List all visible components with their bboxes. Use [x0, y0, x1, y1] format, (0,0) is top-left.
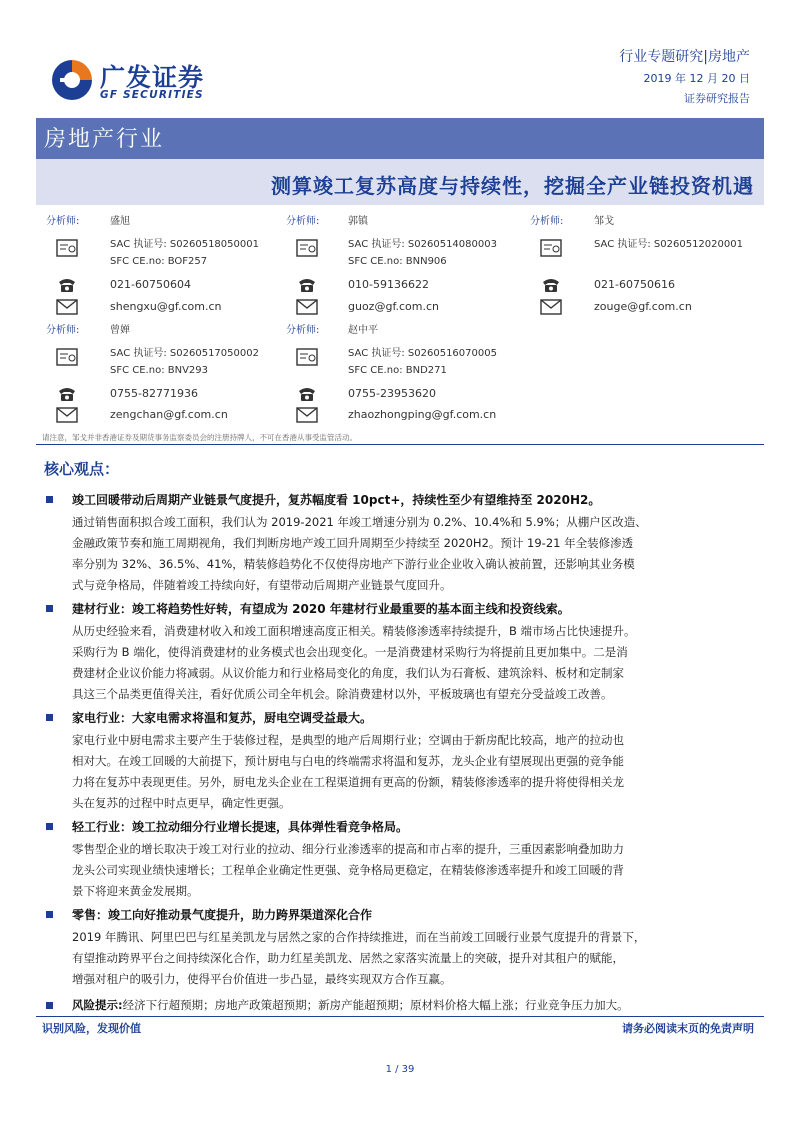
point-line: 式与竞争格局，伴随着竣工持续向好，有望带动后周期产业链景气度回升。 [72, 578, 452, 592]
point-line: 率分别为 32%、36.5%、41%，精装修趋势化不仅使得房地产下游行业企业收入确认被前置，还影响其业务模 [72, 557, 635, 571]
analyst-name: 邹戈 [594, 216, 614, 227]
report-kind: 证券研究报告 [684, 92, 750, 105]
point-body [72, 512, 752, 596]
analyst-name: 赵中平 [348, 325, 378, 336]
point-heading: 竣工回暖带动后周期产业链景气度提升，复苏幅度看 10pct+，持续性至少有望维持至 2020H2。 [72, 493, 601, 507]
phone-icon [296, 276, 318, 294]
point-line: 相对大。在竣工回暖的大前提下，预计厨电与白电的终端需求将温和复苏，龙头企业有望展现出更强的竞争能 [72, 754, 624, 768]
bullet-icon [46, 911, 53, 918]
footer-disclaimer-link[interactable]: 请务必阅读末页的免责声明 [622, 1022, 754, 1035]
point-line: 景下将迎来黄金发展期。 [72, 884, 199, 898]
point-line: 力将在复苏中表现更佳。另外，厨电龙头企业在工程渠道拥有更高的份额，精装修渗透率的提升将使得相关龙 [72, 775, 624, 789]
bullet-icon [46, 605, 53, 612]
analyst-label: 分析师: [46, 216, 80, 227]
point-line: 头在复苏的过程中时点更早，确定性更强。 [72, 796, 291, 810]
bullet-icon [46, 1002, 53, 1009]
phone-icon [56, 385, 78, 403]
analyst-email[interactable]: guoz@gf.com.cn [348, 300, 440, 313]
report-headline: 测算竣工复苏高度与持续性，挖掘全产业链投资机遇 [271, 174, 754, 198]
certificate-icon [540, 239, 562, 257]
analyst-sfc: SFC CE.no: BND271 [348, 365, 447, 376]
point-line: 增强对租户的吸引力，使得平台价值进一步凸显，最终实现双方合作互赢。 [72, 972, 452, 986]
point-line: 2019 年腾讯、阿里巴巴与红星美凯龙与居然之家的合作持续推进，而在当前竣工回暖行业景气度提升的背景下， [72, 930, 646, 944]
analyst-email[interactable]: zhaozhongping@gf.com.cn [348, 408, 497, 421]
analyst-email[interactable]: zengchan@gf.com.cn [110, 408, 228, 421]
mail-icon [56, 406, 78, 424]
analyst-sfc: SFC CE.no: BNV293 [110, 365, 209, 376]
phone-icon [56, 276, 78, 294]
analyst-phone: 021-60750604 [110, 278, 191, 291]
certificate-icon [296, 239, 318, 257]
point-heading: 建材行业：竣工将趋势性好转，有望成为 2020 年建材行业最重要的基本面主线和投资线索。 [72, 602, 570, 616]
analyst-sac: SAC 执证号: S0260516070005 [348, 348, 497, 359]
analyst-phone: 010-59136622 [348, 278, 429, 291]
logo-name-cn: 广发证券 [100, 63, 205, 92]
point-line: 费建材企业议价能力将减弱。从议价能力和行业格局变化的角度，我们认为石膏板、建筑涂料、板材和定制家 [72, 666, 624, 680]
point-line: 龙头公司实现业绩快速增长；工程单企业确定性更强、竞争格局更稳定，在精装修渗透率提升和竣工回暖的背 [72, 863, 624, 877]
point-body [72, 927, 752, 990]
point-line: 具这三个品类更值得关注，看好优质公司全年机会。除消费建材以外，平板玻璃也有望充分受益竣工改善。 [72, 687, 613, 701]
phone-icon [296, 385, 318, 403]
mail-icon [296, 406, 318, 424]
risk-label: 风险提示: [72, 998, 123, 1012]
point-body [72, 839, 752, 902]
industry-title: 房地产行业 [44, 127, 165, 152]
certificate-icon [56, 239, 78, 257]
analyst-sac: SAC 执证号: S0260517050002 [110, 348, 259, 359]
bullet-icon [46, 714, 53, 721]
point-line: 通过销售面积拟合竣工面积，我们认为 2019-2021 年竣工增速分别为 0.2%、10.4%和 5.9%；从棚户区改造、 [72, 515, 647, 529]
core-title: 核心观点： [44, 460, 120, 478]
page-number: 1 / 39 [385, 1064, 415, 1075]
mail-icon [296, 298, 318, 316]
point-line: 从历史经验来看，消费建材收入和竣工面积增速高度正相关。精装修渗透率持续提升，B 端市场占比快速提升。 [72, 624, 636, 638]
analyst-sac: SAC 执证号: S0260518050001 [110, 239, 259, 250]
mail-icon [56, 298, 78, 316]
analyst-phone: 0755-23953620 [348, 387, 436, 400]
point-body [72, 730, 752, 814]
bullet-icon [46, 823, 53, 830]
analyst-sac: SAC 执证号: S0260514080003 [348, 239, 497, 250]
analyst-sfc: SFC CE.no: BNN906 [348, 256, 447, 267]
risk-warning [72, 997, 629, 1013]
analyst-phone: 0755-82771936 [110, 387, 198, 400]
report-date: 2019 年 12 月 20 日 [643, 72, 750, 85]
analyst-phone: 021-60750616 [594, 278, 675, 291]
bullet-icon [46, 496, 53, 503]
point-line: 有望推动跨界平台之间持续深化合作，助力红星美凯龙、居然之家落实流量上的突破，提升对其租户的赋能， [72, 951, 624, 965]
point-heading: 家电行业：大家电需求将温和复苏，厨电空调受益最大。 [72, 711, 373, 725]
certificate-icon [56, 348, 78, 366]
footer-slogan: 识别风险，发现价值 [42, 1022, 141, 1035]
analyst-label: 分析师: [530, 216, 564, 227]
analyst-sfc: SFC CE.no: BOF257 [110, 256, 208, 267]
point-line: 零售型企业的增长取决于竣工对行业的拉动、细分行业渗透率的提高和市占率的提升，三重因素影响叠加助力 [72, 842, 624, 856]
analyst-label: 分析师: [286, 216, 320, 227]
analyst-name: 曾婵 [110, 325, 130, 336]
gf-logo-mark-icon [50, 58, 94, 102]
divider [36, 444, 764, 445]
analyst-label: 分析师: [46, 325, 80, 336]
analyst-name: 郭镇 [348, 216, 368, 227]
risk-text: 经济下行超预期；房地产政策超预期；新房产能超预期；原材料价格大幅上涨；行业竞争压力加大。 [122, 998, 629, 1012]
logo-name-en: GF SECURITIES [100, 89, 204, 101]
point-line: 金融政策节奏和施工周期视角，我们判断房地产竣工回升周期至少持续至 2020H2。预计 19-21 年全装修渗透 [72, 536, 634, 550]
report-type: 行业专题研究|房地产 [619, 49, 750, 65]
certificate-icon [296, 348, 318, 366]
point-body [72, 621, 752, 705]
gf-logo [50, 58, 215, 106]
mail-icon [540, 298, 562, 316]
analyst-label: 分析师: [286, 325, 320, 336]
analyst-sac: SAC 执证号: S0260512020001 [594, 239, 743, 250]
point-line: 家电行业中厨电需求主要产生于装修过程，是典型的地产后周期行业；空调由于新房配比较高，地产的拉动也 [72, 733, 624, 747]
analyst-email[interactable]: zouge@gf.com.cn [594, 300, 692, 313]
phone-icon [540, 276, 562, 294]
point-heading: 零售：竣工向好推动景气度提升，助力跨界渠道深化合作 [72, 908, 373, 922]
point-line: 采购行为 B 端化，使得消费建材的业务模式也会出现变化。一是消费建材采购行为将提前且更加集中。二是消 [72, 645, 628, 659]
analyst-name: 盛旭 [110, 216, 130, 227]
disclaimer: 请注意，邹戈并非香港证券及期货事务监察委员会的注册持牌人，不可在香港从事受监管活动。 [42, 433, 357, 442]
footer-divider [36, 1016, 764, 1017]
point-heading: 轻工行业：竣工拉动细分行业增长提速，具体弹性看竞争格局。 [72, 820, 409, 834]
analyst-email[interactable]: shengxu@gf.com.cn [110, 300, 222, 313]
